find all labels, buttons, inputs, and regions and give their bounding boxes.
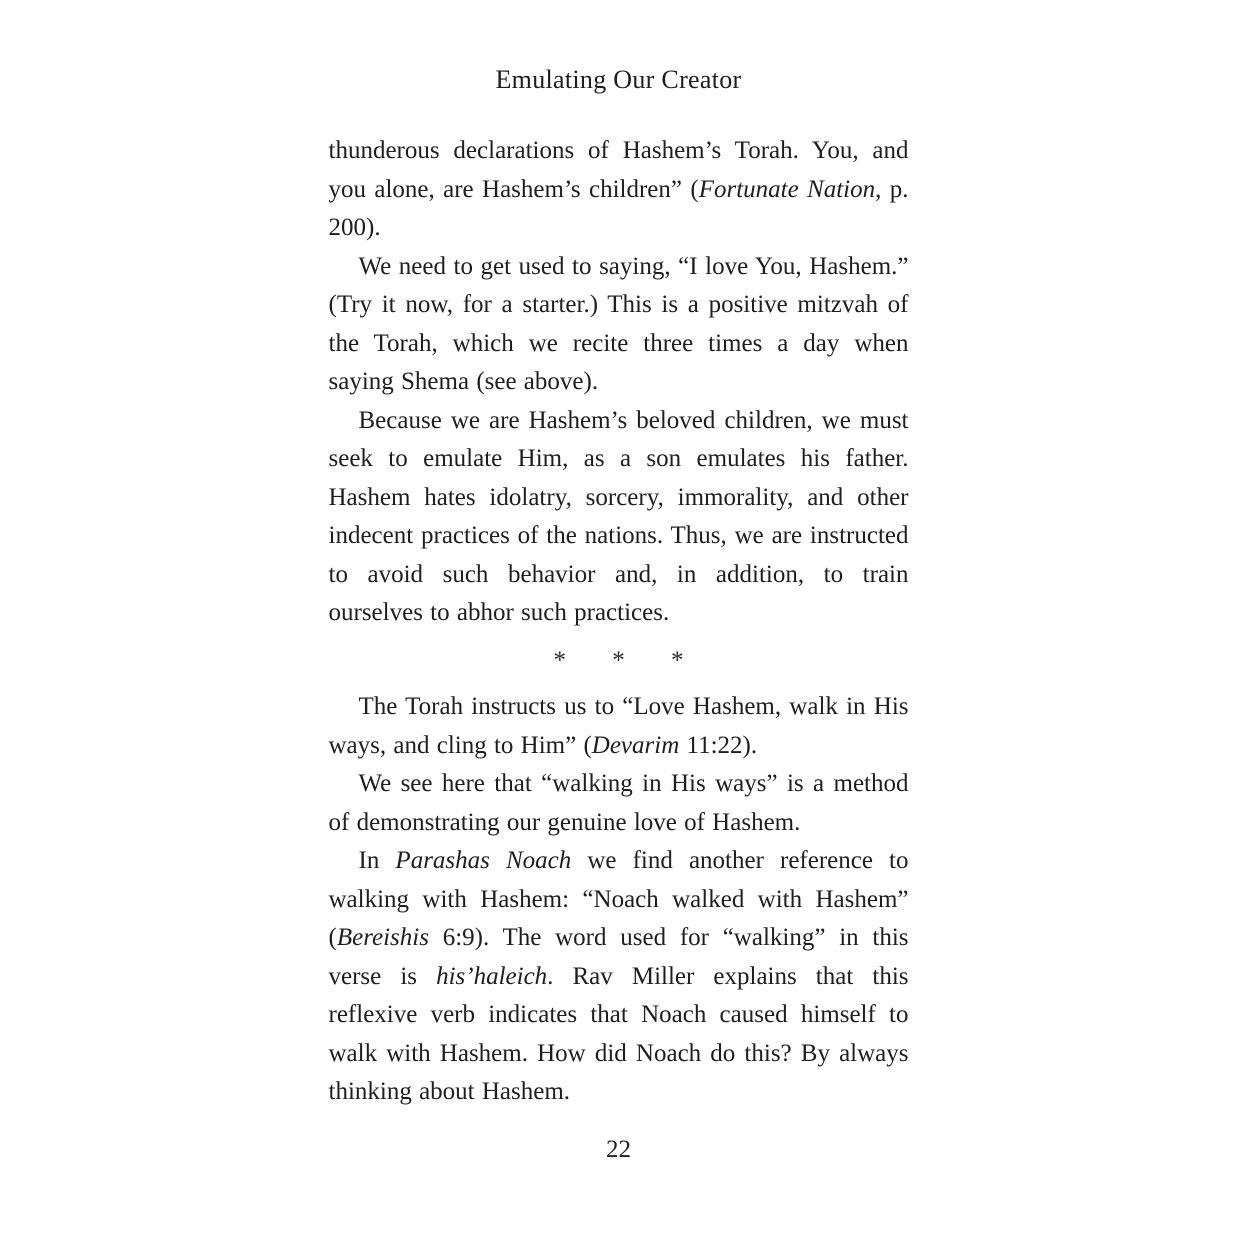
paragraph <box>329 248 909 402</box>
section-break-asterisks: * * * <box>553 646 684 674</box>
text-run: We need to get used to saying, “I love You, Hashem.” (Try it now, for a starter.) This is a positive mitzvah of the Torah, which we recite three times a day when saying Shema (see above). <box>328 252 909 395</box>
paragraph <box>329 688 909 765</box>
book-page <box>329 0 909 1166</box>
page-number: 22 <box>606 1135 631 1163</box>
text-run: 6:9). The word used for “walking” in this verse is <box>328 924 909 990</box>
paragraph <box>329 842 909 1112</box>
text-run: We see here that “walking in His ways” is a method of demonstrating our genuine love of Hashem. <box>328 770 909 836</box>
text-run: 11:22). <box>679 731 758 759</box>
italic-text-run: Bereishis <box>336 924 429 951</box>
italic-text-run: Devarim <box>591 731 680 759</box>
italic-text-run: his’haleich <box>436 962 548 990</box>
italic-text-run: Fortunate Nation <box>698 175 876 203</box>
paragraph <box>329 402 909 633</box>
text-run: we find another reference to walking with Hashem: “Noach walked with Hashem” ( <box>328 847 909 951</box>
text-run: . Rav Miller explains that this reflexive verb indicates that Noach caused himself to walk with Hashem. How did Noach do this? By always thinking about Hashem. <box>328 962 909 1105</box>
running-header: Emulating Our Creator <box>495 65 742 94</box>
text-run: Because we are Hashem’s beloved children, we must seek to emulate Him, as a son emulates his father. Hashem hates idolatry, sorcery, immorality, and other indecent practices of the nations. Thus, we are instructed to avoid such behavior and, in addition, to train ourselves to abhor such practices. <box>328 406 909 626</box>
paragraph <box>329 132 909 248</box>
paragraph <box>329 765 909 842</box>
text-run: , p. 200). <box>328 175 909 241</box>
text-run: thunderous declarations of Hashem’s Torah. You, and you alone, are Hashem’s children” ( <box>328 137 909 203</box>
text-run: The Torah instructs us to “Love Hashem, walk in His ways, and cling to Him” ( <box>328 693 909 759</box>
text-section-upper <box>329 132 909 633</box>
text-section-lower <box>329 688 909 1112</box>
text-run: In <box>358 847 396 874</box>
italic-text-run: Parashas Noach <box>395 847 572 874</box>
